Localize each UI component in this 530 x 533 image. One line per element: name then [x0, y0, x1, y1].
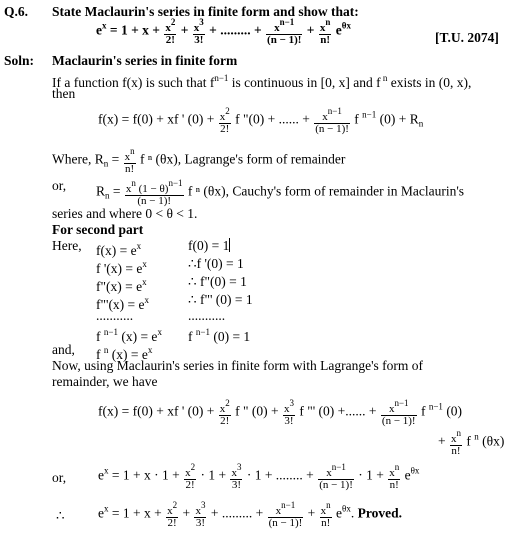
ellipsis-row: ........... [188, 308, 226, 323]
lagrange-text: f ⁿ (θx), Lagrange's form of remainder [139, 151, 346, 167]
now-line: Now, using Maclaurin's series in finite form with Lagrange's form of [52, 358, 424, 373]
text-cursor [229, 238, 230, 252]
solution-label: Soln: [4, 53, 35, 68]
formula-to-show: $e^x = 1 + x$ + $\frac{x^2}{2!}$ + $\frac{x^3}{3!}$ + ......... + $\frac{x^{n-1}}{(n - 1)!}$ + $\frac{x^n}{n!}$ $e^{\theta x}$ [96, 17, 351, 46]
and-label: and, [52, 342, 75, 357]
lagrange-remainder: Where, $R_n$ = $\frac{x^n}{n!}$ f ⁿ (θx), Lagrange's form of remainder [52, 146, 346, 175]
intro-line: If a function f(x) is such that $f^{n-1}$ is continuous in [0, x] and f $^n$ exists in (0, x), [52, 73, 472, 90]
derivative-row: f '$(x) = e^x$ [96, 259, 147, 276]
cauchy-remainder: $R_n$ = $\frac{x^n (1 - \theta)^{n-1}}{(n - 1)!}$ f ⁿ (θx), Cauchy's form of remainder in Maclaurin's [96, 178, 465, 207]
value-row: ∴f '(0) = 1 [188, 256, 244, 271]
expanded-formula: $e^x = 1 + x \cdot 1$ + $\frac{x^2}{2!}$ · 1 + $\frac{x^3}{3!}$ · 1 + ........ + $\frac{x^{n-1}}{(n - 1)!}$ · 1 + $\frac{x^n}{n!}$ $e^{\theta x}$ [98, 462, 420, 491]
value-row: ∴ f"(0) = 1 [188, 274, 247, 289]
substituted-remainder: + $\frac{x^n}{n!}$ f $^n$ (θx) [438, 428, 505, 457]
where-label: Where, R [52, 151, 104, 167]
second-part-heading: For second part [52, 222, 144, 237]
intro-part-3: exists in (0, x), [390, 75, 472, 90]
question-prompt: State Maclaurin's series in finite form and show that: [52, 4, 359, 19]
therefore-symbol: ∴ [56, 508, 65, 523]
intro-then: then [52, 86, 76, 101]
here-label: Here, [52, 238, 82, 253]
maclaurin-formula: f(x) = f(0) + xf ' (0) + $\frac{x^2}{2!}$ f "(0) + ...... + $\frac{x^{n-1}}{(n - 1)!}$ f $^{n-1}$ $(0) + R_n$ [98, 106, 424, 135]
question-reference: [T.U. 2074] [435, 30, 499, 45]
or-label-1: or, [52, 178, 67, 193]
final-formula: $e^x = 1 + x$ + $\frac{x^2}{2!}$ + $\frac{x^3}{3!}$ + ......... + $\frac{x^{n-1}}{(n - 1)!}$ + $\frac{x^n}{n!}$ $e^{\theta x}$. Proved. [98, 500, 402, 529]
value-row: f $^{n-1}$ (0) = 1 [188, 327, 251, 344]
cauchy-text: f ⁿ (θx), Cauchy's form of remainder in Maclaurin's [187, 183, 465, 199]
ellipsis-row: ........... [96, 308, 134, 323]
derivative-row: f"(x) = $e^x$ [96, 277, 147, 294]
solution-heading: Maclaurin's series in finite form [52, 53, 238, 68]
intro-part-1: If a function f(x) is such that f [52, 75, 215, 90]
series-condition: series and where 0 < θ < 1. [52, 206, 198, 221]
derivative-row: $f(x) = e^x$ [96, 241, 142, 258]
remainder-line: remainder, we have [52, 374, 158, 389]
question-number: Q.6. [4, 4, 29, 19]
derivative-row: f $^n$ $(x) = e^x$ [96, 345, 153, 362]
value-row: ∴ f"' (0) = 1 [188, 292, 253, 307]
or-label-2: or, [52, 470, 67, 485]
proved-label: Proved. [357, 505, 402, 521]
derivative-row: f"'(x) = $e^x$ [96, 295, 150, 312]
intro-part-2: is continuous in [0, x] and f [231, 75, 381, 90]
derivative-row: f $^{n-1}$ $(x) = e^x$ [96, 327, 162, 344]
substituted-formula: f(x) = f(0) + xf ' (0) + $\frac{x^2}{2!}$ f " (0) + $\frac{x^3}{3!}$ f "' (0) +...... + $\frac{x^{n-1}}{(n - 1)!}$ f $^{n-1}$ (0) [98, 398, 463, 427]
value-row: f(0) = 1 [188, 238, 230, 253]
